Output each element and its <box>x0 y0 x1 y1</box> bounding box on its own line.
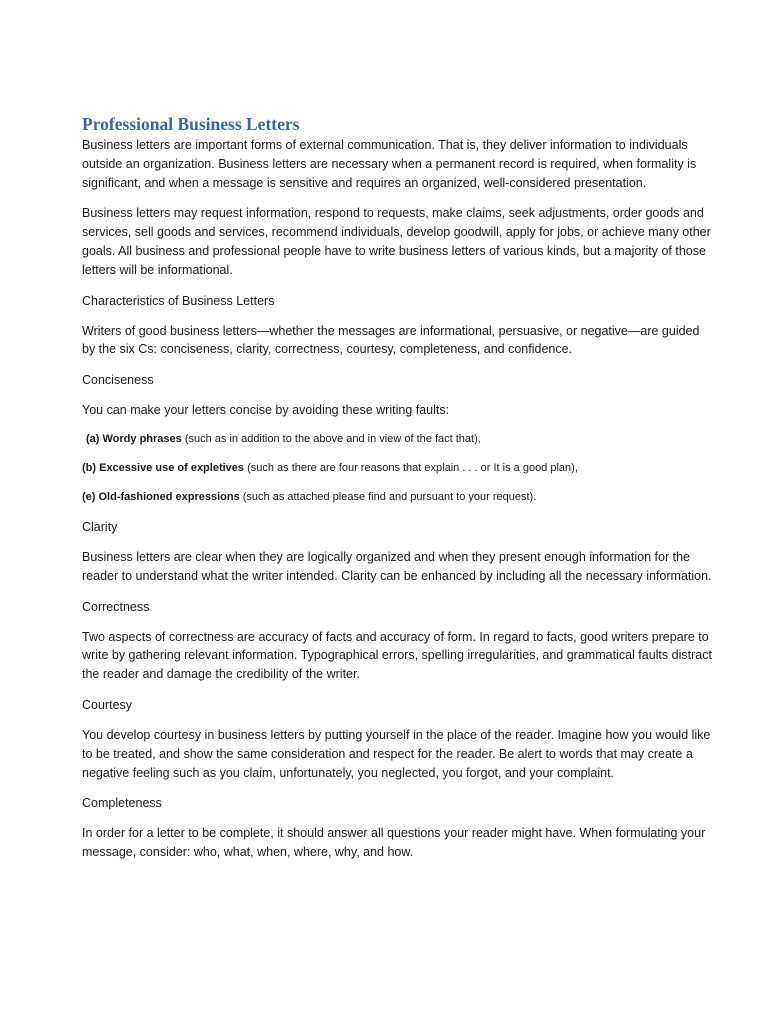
fault-a-item <box>82 431 712 447</box>
clarity-paragraph: Business letters are clear when they are logically organized and when they present enough information for the reader to understand what the writer intended. Clarity can be enhanced by including all the necessary information. <box>82 549 712 583</box>
conciseness-heading: Conciseness <box>82 373 154 388</box>
intro-paragraph-1: Business letters are important forms of external communication. That is, they deliver information to individuals outside an organization. Business letters are necessary when a permanent record is required, when formality is significant, and when a message is sensitive and requires an organized, well-considered presentation. <box>82 138 697 190</box>
fault-b-item <box>82 460 712 476</box>
correctness-paragraph: Two aspects of correctness are accuracy of facts and accuracy of form. In regard to facts, good writers prepare to write by gathering relevant information. Typographical errors, spelling irregularities, and grammatical faults distract the reader and damage the credibility of the writer. <box>82 629 712 682</box>
completeness-paragraph: In order for a letter to be complete, it should answer all questions your reader might have. When formulating your message, consider: who, what, when, where, why, and how. <box>82 826 706 860</box>
clarity-heading: Clarity <box>82 519 118 534</box>
fault-a-text: (such as in addition to the above and in view of the fact that), <box>181 432 481 445</box>
fault-e-label: (e) Old-fashioned expressions <box>82 490 240 503</box>
characteristics-heading: Characteristics of Business Letters <box>82 293 275 308</box>
correctness-heading: Correctness <box>82 599 150 614</box>
completeness-heading: Completeness <box>82 796 162 811</box>
document-title: Professional Business Letters <box>82 114 300 134</box>
fault-b-text: (such as there are four reasons that explain . . . or It is a good plan), <box>244 461 578 474</box>
fault-b-label: (b) Excessive use of expletives <box>82 461 245 474</box>
intro-paragraph-2: Business letters may request information, respond to requests, make claims, seek adjustments, order goods and services, sell goods and services, recommend individuals, develop goodwill, apply for jobs, or achieve many other goals. All business and professional people have to write business letters of various kinds, but a majority of those letters will be informational. <box>82 206 711 277</box>
fault-e-text: (such as attached please find and pursuant to your request). <box>239 490 537 503</box>
conciseness-paragraph: You can make your letters concise by avoiding these writing faults: <box>82 403 450 418</box>
courtesy-paragraph: You develop courtesy in business letters by putting yourself in the place of the reader. Imagine how you would like to be treated, and show the same consideration and respect for the reader. Be alert to words that may create a negative feeling such as you claim, unfortunately, you neglected, you forgot, and your complaint. <box>82 727 711 780</box>
fault-e-item <box>82 489 712 505</box>
fault-a-label: (a) Wordy phrases <box>86 432 182 445</box>
courtesy-heading: Courtesy <box>82 697 133 712</box>
characteristics-paragraph: Writers of good business letters—whether the messages are informational, persuasive, or negative—are guided by the six Cs: conciseness, clarity, correctness, courtesy, completeness, and confidence. <box>82 323 700 357</box>
document-page <box>82 112 712 862</box>
